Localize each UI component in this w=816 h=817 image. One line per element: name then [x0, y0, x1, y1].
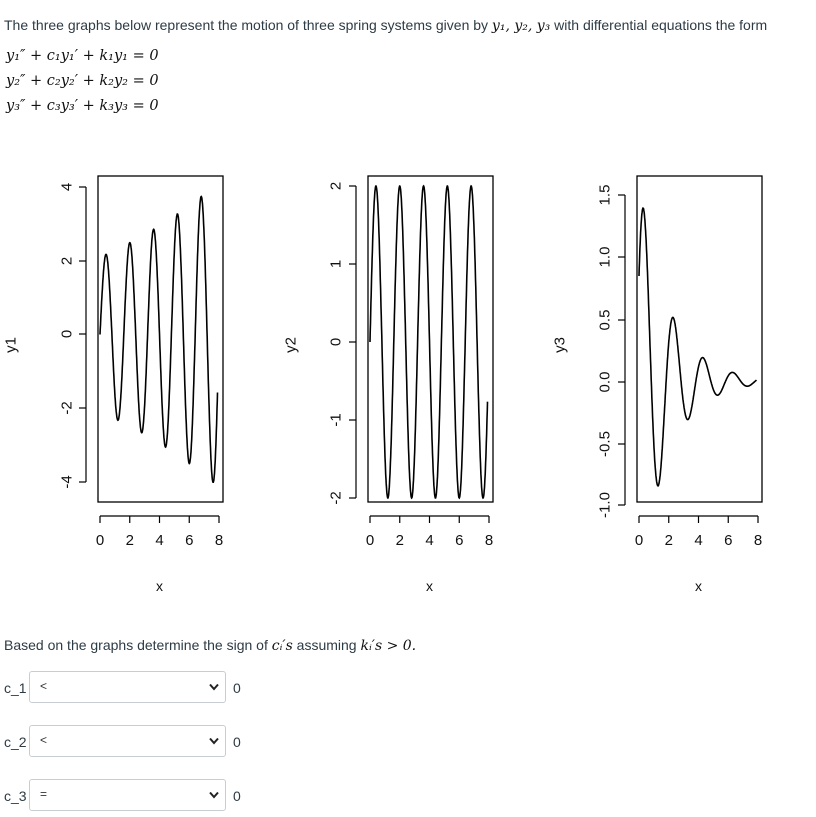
c1-zero: 0 — [233, 680, 241, 696]
y-tick-label-3-3: 0.5 — [596, 309, 614, 331]
equation-3: y₃″ + c₃y₃′ + k₃y₃ = 0 — [6, 98, 159, 114]
y-tick-label-1-0: -4 — [58, 475, 76, 489]
c1-select[interactable] — [29, 671, 226, 703]
x-tick-label-3-0: 0 — [634, 532, 644, 549]
y-tick-label-2-2: 0 — [327, 337, 345, 347]
question-math: cᵢ′s — [271, 638, 293, 654]
x-tick-label-1-2: 4 — [155, 532, 164, 549]
c2-zero: 0 — [233, 734, 241, 750]
y-tick-label-3-1: -0.5 — [596, 431, 614, 457]
chevron-down-icon — [209, 791, 219, 799]
equation-1: y₁″ + c₁y₁′ + k₁y₁ = 0 — [6, 48, 159, 64]
x-tick-label-1-3: 6 — [185, 532, 194, 549]
intro-prefix: The three graphs below represent the motion of three spring systems given by — [4, 17, 492, 33]
intro-suffix: with differential equations the form — [550, 17, 768, 33]
c2-select[interactable] — [29, 725, 226, 757]
y-tick-label-3-5: 1.5 — [596, 184, 614, 206]
x-tick-label-2-0: 0 — [365, 532, 375, 549]
c1-selected-value: < — [40, 679, 48, 693]
x-tick-label-3-2: 4 — [694, 532, 703, 549]
series-line-2 — [370, 186, 488, 498]
y-tick-label-1-3: 2 — [58, 256, 76, 266]
y-tick-label-1-2: 0 — [58, 329, 76, 339]
y-tick-label-2-4: 2 — [327, 181, 345, 191]
equation-2: y₂″ + c₂y₂′ + k₂y₂ = 0 — [6, 73, 159, 89]
c1-label: c_1 — [4, 680, 27, 696]
c3-selected-value: = — [40, 787, 48, 801]
y-tick-label-3-4: 1.0 — [596, 246, 614, 268]
series-line-1 — [100, 197, 218, 483]
y-tick-label-3-2: 0.0 — [596, 371, 614, 393]
question-prefix: Based on the graphs determine the sign of — [4, 637, 272, 653]
x-tick-label-3-3: 6 — [724, 532, 733, 549]
chevron-down-icon — [209, 683, 219, 691]
y-tick-label-2-0: -2 — [327, 491, 345, 505]
c3-select[interactable] — [29, 779, 226, 811]
plot-frame-3 — [637, 176, 762, 502]
y-axis-label-2: y2 — [282, 337, 300, 353]
c3-label: c_3 — [4, 788, 27, 804]
x-tick-label-2-4: 8 — [484, 532, 494, 549]
y-tick-label-1-1: -2 — [58, 401, 76, 415]
graphs-svg — [0, 160, 816, 610]
question-middle: assuming — [292, 637, 361, 653]
equations — [6, 44, 159, 119]
graphs-area — [0, 160, 816, 610]
y-tick-label-2-1: -1 — [327, 413, 345, 427]
c3-zero: 0 — [233, 788, 241, 804]
x-tick-label-1-4: 8 — [214, 532, 224, 549]
chevron-down-icon — [209, 737, 219, 745]
y-tick-label-3-0: -1.0 — [596, 492, 614, 518]
x-axis-label-2: x — [426, 578, 433, 594]
x-tick-label-1-0: 0 — [95, 532, 105, 549]
x-tick-label-3-4: 8 — [753, 532, 763, 549]
x-axis-label-3: x — [695, 578, 702, 594]
y-axis-label-1: y1 — [2, 337, 20, 353]
c2-label: c_2 — [4, 734, 27, 750]
y-tick-label-1-4: 4 — [58, 182, 76, 192]
c2-selected-value: < — [40, 733, 48, 747]
x-tick-label-1-1: 2 — [125, 532, 134, 549]
x-tick-label-2-1: 2 — [395, 532, 404, 549]
x-tick-label-3-1: 2 — [664, 532, 673, 549]
question-math2: kᵢ′s > 0. — [360, 638, 417, 654]
series-line-3 — [639, 208, 757, 486]
intro-vars: y₁, y₂, y₃ — [491, 18, 551, 34]
x-tick-label-2-3: 6 — [455, 532, 464, 549]
intro-text — [4, 17, 767, 34]
x-tick-label-2-2: 4 — [425, 532, 434, 549]
y-tick-label-2-3: 1 — [327, 259, 345, 269]
question-text — [4, 637, 416, 654]
y-axis-label-3: y3 — [551, 337, 569, 353]
x-axis-label-1: x — [156, 578, 163, 594]
